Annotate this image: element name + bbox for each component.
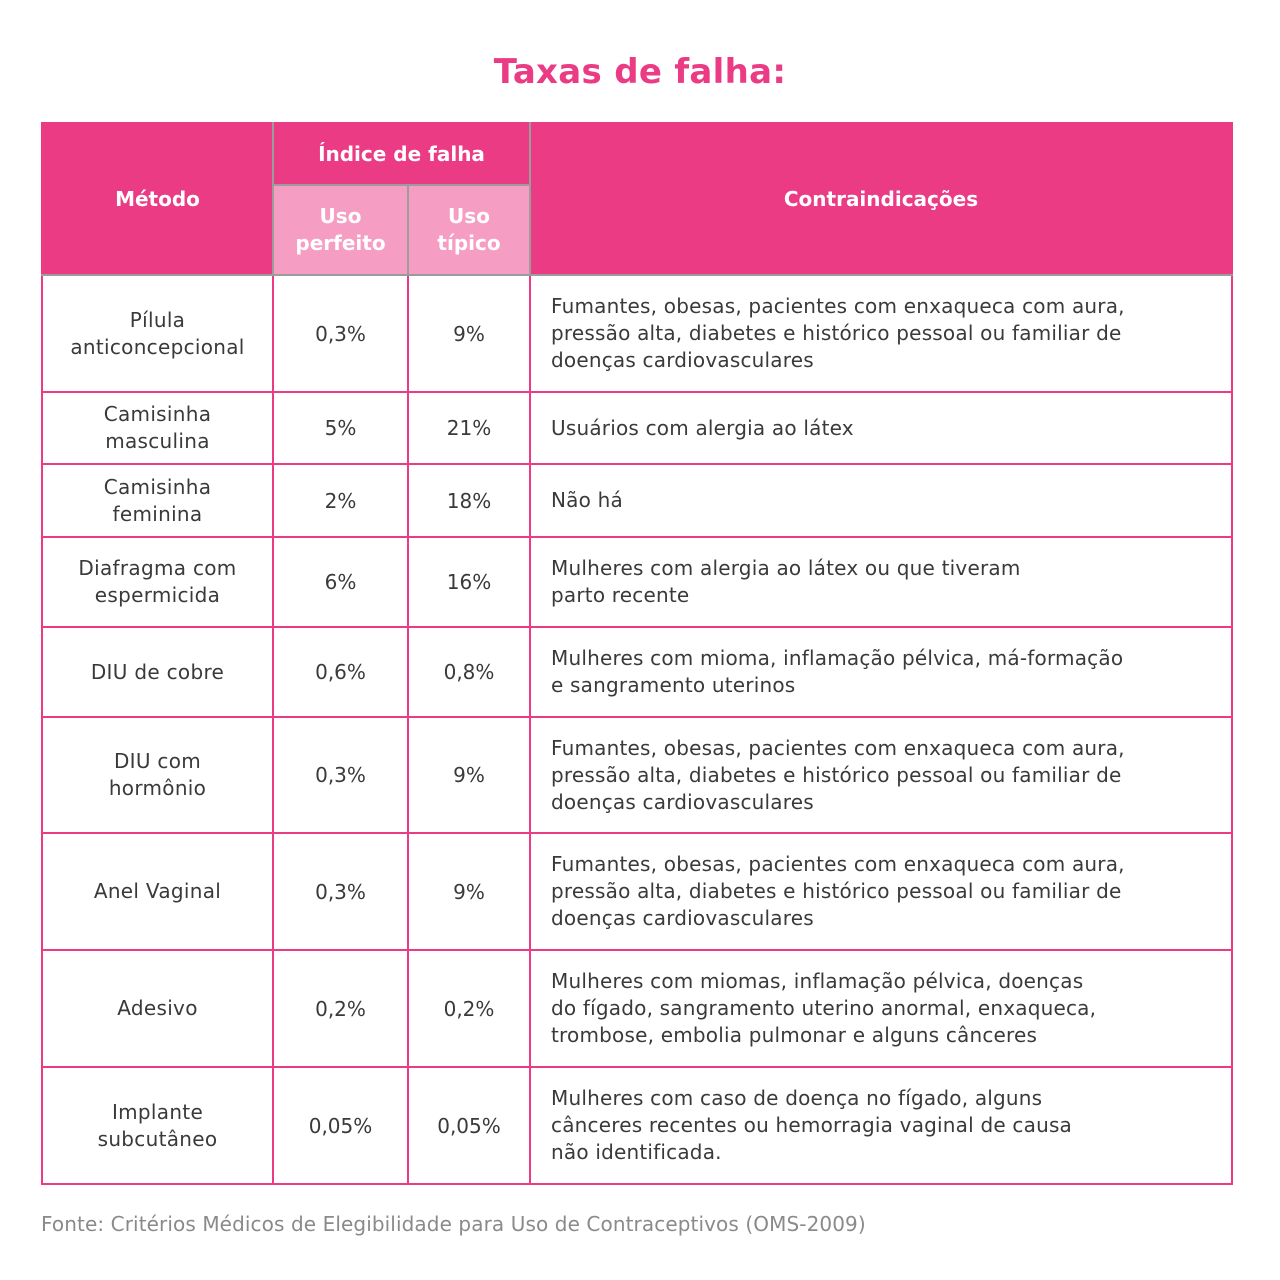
header-method: Método xyxy=(42,123,273,275)
header-failure-index: Índice de falha xyxy=(273,123,530,185)
typical-use-cell: 0,2% xyxy=(408,950,530,1067)
method-cell: Adesivo xyxy=(42,950,273,1067)
table-row xyxy=(42,950,1232,1067)
contraindications-cell: Fumantes, obesas, pacientes com enxaqueca com aura, pressão alta, diabetes e histórico pessoal ou familiar de doenças cardiovasculares xyxy=(530,833,1232,950)
method-cell: Diafragma com espermicida xyxy=(42,537,273,627)
perfect-use-cell: 0,2% xyxy=(273,950,408,1067)
typical-use-cell: 0,8% xyxy=(408,627,530,717)
method-cell: Pílula anticoncepcional xyxy=(42,275,273,392)
table-row xyxy=(42,464,1232,537)
table-row xyxy=(42,275,1232,392)
contraindications-cell: Usuários com alergia ao látex xyxy=(530,392,1232,464)
table-row xyxy=(42,537,1232,627)
perfect-use-cell: 0,3% xyxy=(273,275,408,392)
typical-use-cell: 16% xyxy=(408,537,530,627)
typical-use-cell: 0,05% xyxy=(408,1067,530,1184)
contraindications-cell: Mulheres com alergia ao látex ou que tiveram parto recente xyxy=(530,537,1232,627)
perfect-use-cell: 0,3% xyxy=(273,833,408,950)
perfect-use-cell: 0,3% xyxy=(273,717,408,833)
table-row xyxy=(42,392,1232,464)
typical-use-cell: 9% xyxy=(408,275,530,392)
source-note: Fonte: Critérios Médicos de Elegibilidade para Uso de Contraceptivos (OMS-2009) xyxy=(41,1212,866,1236)
perfect-use-cell: 0,05% xyxy=(273,1067,408,1184)
contraindications-cell: Fumantes, obesas, pacientes com enxaqueca com aura, pressão alta, diabetes e histórico pessoal ou familiar de doenças cardiovasculares xyxy=(530,275,1232,392)
perfect-use-cell: 5% xyxy=(273,392,408,464)
perfect-use-cell: 6% xyxy=(273,537,408,627)
method-cell: Camisinha feminina xyxy=(42,464,273,537)
method-cell: Anel Vaginal xyxy=(42,833,273,950)
header-perfect-use: Uso perfeito xyxy=(273,185,408,275)
page-title: Taxas de falha: xyxy=(493,52,787,92)
contraindications-cell: Mulheres com caso de doença no fígado, alguns cânceres recentes ou hemorragia vaginal de causa não identificada. xyxy=(530,1067,1232,1184)
table-body xyxy=(42,275,1232,1184)
typical-use-cell: 18% xyxy=(408,464,530,537)
table-row xyxy=(42,627,1232,717)
method-cell: Camisinha masculina xyxy=(42,392,273,464)
method-cell: DIU com hormônio xyxy=(42,717,273,833)
table-row xyxy=(42,717,1232,833)
header-typical-use: Uso típico xyxy=(408,185,530,275)
typical-use-cell: 9% xyxy=(408,717,530,833)
typical-use-cell: 9% xyxy=(408,833,530,950)
typical-use-cell: 21% xyxy=(408,392,530,464)
method-cell: DIU de cobre xyxy=(42,627,273,717)
method-cell: Implante subcutâneo xyxy=(42,1067,273,1184)
table-row xyxy=(42,833,1232,950)
failure-rates-table xyxy=(41,122,1233,1185)
contraindications-cell: Não há xyxy=(530,464,1232,537)
contraindications-cell: Mulheres com miomas, inflamação pélvica, doenças do fígado, sangramento uterino anormal, enxaqueca, trombose, embolia pulmonar e alguns cânceres xyxy=(530,950,1232,1067)
contraindications-cell: Fumantes, obesas, pacientes com enxaqueca com aura, pressão alta, diabetes e histórico pessoal ou familiar de doenças cardiovasculares xyxy=(530,717,1232,833)
contraindications-cell: Mulheres com mioma, inflamação pélvica, má-formação e sangramento uterinos xyxy=(530,627,1232,717)
perfect-use-cell: 2% xyxy=(273,464,408,537)
header-contraindications: Contraindicações xyxy=(530,123,1232,275)
table-row xyxy=(42,1067,1232,1184)
perfect-use-cell: 0,6% xyxy=(273,627,408,717)
